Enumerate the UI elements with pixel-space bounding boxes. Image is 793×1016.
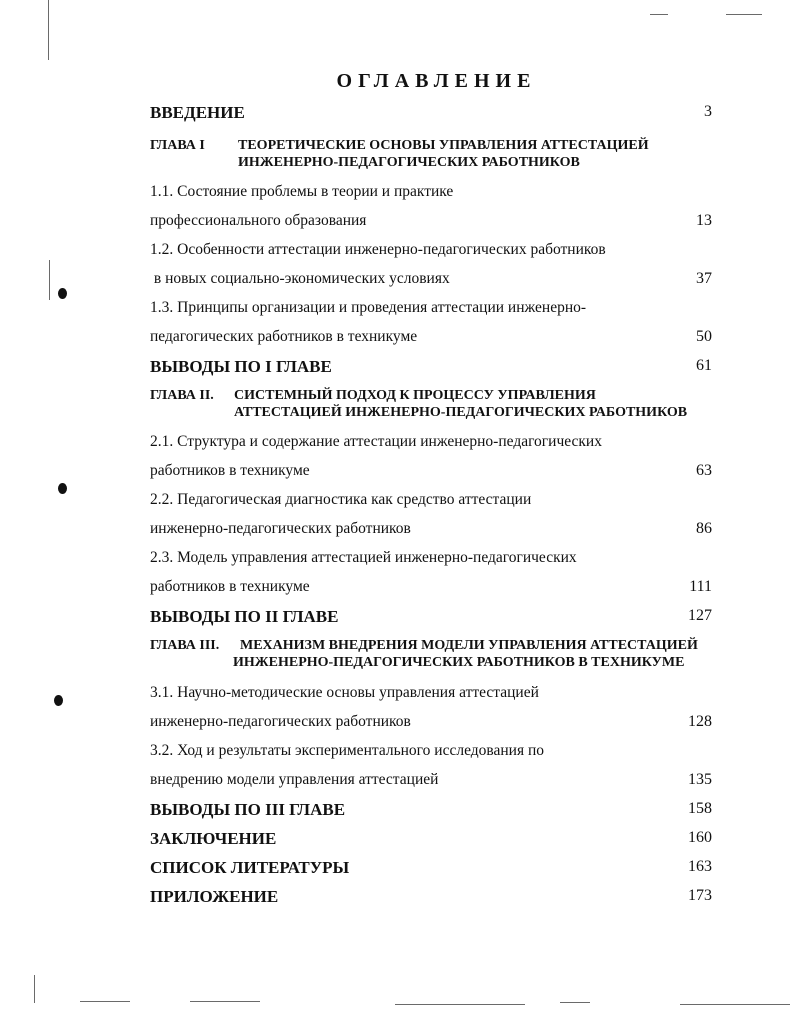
toc-page-number: 160: [688, 829, 712, 846]
scan-edge-line: [190, 1001, 260, 1002]
chapter-title-line: ИНЖЕНЕРНО-ПЕДАГОГИЧЕСКИХ РАБОТНИКОВ: [238, 155, 580, 170]
toc-conclusion: [150, 800, 712, 824]
toc-entry: [150, 684, 712, 708]
toc-appendix: [150, 887, 712, 911]
binder-hole-dot: [58, 288, 67, 299]
toc-section-label: ВЫВОДЫ ПО I ГЛАВЕ: [150, 357, 332, 376]
toc-page-number: 13: [696, 212, 712, 229]
toc-entry-text: 2.1. Структура и содержание аттестации инженерно-педагогических: [150, 433, 602, 450]
toc-entry: [150, 299, 712, 323]
toc-section-label: ЗАКЛЮЧЕНИЕ: [150, 829, 277, 848]
scan-edge-line: [560, 1002, 590, 1003]
toc-page-number: 173: [688, 887, 712, 904]
chapter-title-line: АТТЕСТАЦИЕЙ ИНЖЕНЕРНО-ПЕДАГОГИЧЕСКИХ РАБОТНИКОВ: [234, 405, 688, 420]
toc-entry-text: 1.3. Принципы организации и проведения аттестации инженерно-: [150, 299, 587, 316]
toc-page-number: 3: [704, 103, 712, 120]
chapter-heading: [150, 638, 720, 674]
toc-page-number: 50: [696, 328, 712, 345]
toc-entry: [150, 578, 712, 602]
chapter-label: ГЛАВА III.: [150, 638, 220, 653]
toc-entry-text: 1.2. Особенности аттестации инженерно-педагогических работников: [150, 241, 606, 258]
toc-page-number: 158: [688, 800, 712, 817]
toc-intro: [150, 103, 712, 127]
scan-edge-line: [395, 1004, 525, 1005]
toc-entry-text: работников в техникуме: [150, 462, 310, 479]
toc-entry: [150, 328, 712, 352]
toc-entry-text: инженерно-педагогических работников: [150, 713, 411, 730]
toc-bibliography: [150, 858, 712, 882]
toc-entry: [150, 433, 712, 457]
toc-section-label: ПРИЛОЖЕНИЕ: [150, 887, 279, 906]
chapter-title-line: ТЕОРЕТИЧЕСКИЕ ОСНОВЫ УПРАВЛЕНИЯ АТТЕСТАЦИЕЙ: [238, 138, 649, 153]
toc-entry: [150, 462, 712, 486]
toc-entry-text: в новых социально-экономических условиях: [150, 270, 450, 287]
toc-entry-text: инженерно-педагогических работников: [150, 520, 411, 537]
toc-entry: [150, 241, 712, 265]
page-title: ОГЛАВЛЕНИЕ: [336, 70, 537, 92]
toc-entry: [150, 713, 712, 737]
toc-page-number: 86: [696, 520, 712, 537]
scan-edge-line: [80, 1001, 130, 1002]
toc-entry-text: педагогических работников в техникуме: [150, 328, 418, 345]
toc-entry-text: 2.3. Модель управления аттестацией инженерно-педагогических: [150, 549, 577, 566]
toc-entry: [150, 520, 712, 544]
toc-page-number: 163: [688, 858, 712, 875]
toc-entry: [150, 742, 712, 766]
chapter-title-line: СИСТЕМНЫЙ ПОДХОД К ПРОЦЕССУ УПРАВЛЕНИЯ: [234, 388, 596, 403]
scan-edge-line: [49, 260, 50, 300]
scan-edge-line: [680, 1004, 790, 1005]
toc-page-number: 128: [688, 713, 712, 730]
scan-edge-line: [48, 0, 49, 60]
toc-entry-text: профессионального образования: [150, 212, 367, 229]
toc-entry: [150, 771, 712, 795]
toc-entry: [150, 491, 712, 515]
scan-edge-line: [650, 14, 668, 15]
toc-page-number: 61: [696, 357, 712, 374]
toc-entry-text: 3.1. Научно-методические основы управления аттестацией: [150, 684, 539, 701]
toc-page-number: 127: [688, 607, 712, 624]
toc-section-label: СПИСОК ЛИТЕРАТУРЫ: [150, 858, 350, 877]
toc-entry-text: 3.2. Ход и результаты экспериментального исследования по: [150, 742, 545, 759]
toc-page-number: 135: [688, 771, 712, 788]
toc-conclusion: [150, 357, 712, 381]
toc-conclusion-section: [150, 829, 712, 853]
chapter-heading: [150, 138, 720, 174]
chapter-label: ГЛАВА I: [150, 138, 205, 153]
toc-page-number: 111: [689, 578, 712, 595]
binder-hole-dot: [58, 483, 67, 494]
toc-entry: [150, 183, 712, 207]
toc-entry-text: 2.2. Педагогическая диагностика как средство аттестации: [150, 491, 532, 508]
toc-entry: [150, 549, 712, 573]
chapter-title-line: МЕХАНИЗМ ВНЕДРЕНИЯ МОДЕЛИ УПРАВЛЕНИЯ АТТЕСТАЦИЕЙ: [240, 638, 698, 653]
toc-entry: [150, 270, 712, 294]
toc-entry: [150, 212, 712, 236]
toc-section-label: ВЫВОДЫ ПО III ГЛАВЕ: [150, 800, 346, 819]
toc-entry-text: 1.1. Состояние проблемы в теории и практике: [150, 183, 454, 200]
toc-page-number: 63: [696, 462, 712, 479]
toc-section-label: ВВЕДЕНИЕ: [150, 103, 245, 122]
scan-edge-line: [726, 14, 762, 15]
chapter-label: ГЛАВА II.: [150, 388, 214, 403]
scan-edge-line: [34, 975, 35, 1003]
toc-entry-text: внедрению модели управления аттестацией: [150, 771, 439, 788]
chapter-heading: [150, 388, 720, 424]
toc-page-number: 37: [696, 270, 712, 287]
toc-entry-text: работников в техникуме: [150, 578, 310, 595]
toc-section-label: ВЫВОДЫ ПО II ГЛАВЕ: [150, 607, 339, 626]
toc-conclusion: [150, 607, 712, 631]
binder-hole-dot: [54, 695, 63, 706]
chapter-title-line: ИНЖЕНЕРНО-ПЕДАГОГИЧЕСКИХ РАБОТНИКОВ В ТЕХНИКУМЕ: [233, 655, 685, 670]
